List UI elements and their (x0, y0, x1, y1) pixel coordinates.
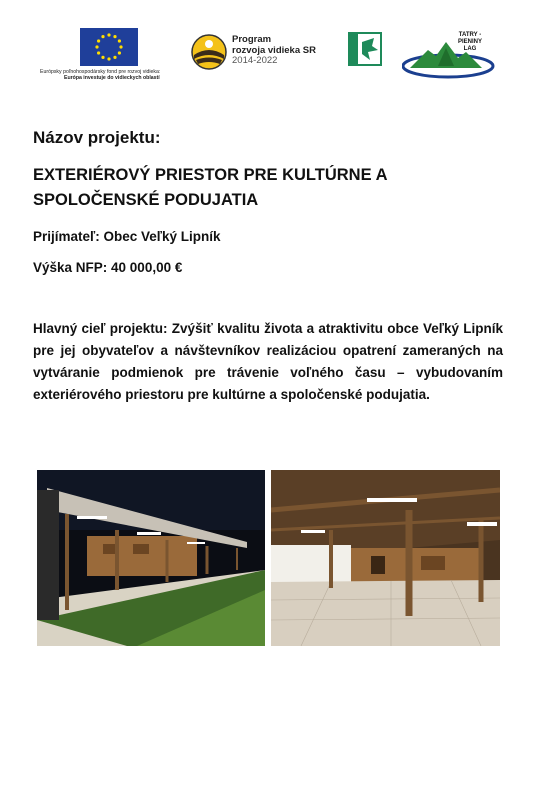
prv-text (232, 35, 316, 67)
eu-flag-icon (80, 28, 138, 66)
recipient: Prijímateľ: Obec Veľký Lipník (33, 229, 221, 244)
photo-exterior-night (37, 470, 265, 646)
project-title-line2: SPOLOČENSKÉ PODUJATIA (33, 191, 259, 209)
eu-caption-line2: Európa investuje do vidieckych oblastí (64, 75, 160, 82)
tatry-line2: PIENINY (458, 39, 483, 45)
nfp-amount: Výška NFP: 40 000,00 € (33, 260, 183, 275)
logo-bar (0, 28, 552, 88)
prv-years: 2014-2022 (232, 55, 278, 66)
project-title (33, 163, 503, 213)
prv-logo (190, 33, 340, 73)
prv-line2: rozvoja vidieka SR (232, 44, 316, 56)
tatry-line1: TATRY - (458, 32, 482, 38)
prv-emblem-icon (190, 33, 228, 71)
tatry-pieniny-logo (402, 32, 498, 80)
leader-text: LEADER (349, 69, 354, 86)
prv-line1: Program (232, 34, 272, 45)
tatry-mountains-icon (402, 36, 498, 80)
project-title-line1: EXTERIÉROVÝ PRIESTOR PRE KULTÚRNE A (33, 166, 388, 184)
tatry-line3: LAG (463, 46, 477, 52)
eu-logo (40, 28, 180, 82)
project-label: Názov projektu: (33, 128, 161, 147)
eu-caption (40, 69, 180, 82)
photo-interior (271, 470, 500, 646)
project-goal: Hlavný cieľ projektu: Zvýšiť kvalitu života a atraktivitu obce Veľký Lipník pre jej obyvateľov a návštevníkov realizáciou opatrení zameraných na vytváranie podmienok pre trávenie voľného času – vybudovaním exteriérového priestoru pre kultúrne a spoločenské podujatia. (33, 321, 503, 402)
leader-logo (348, 32, 382, 86)
eu-caption-line1: Európsky poľnohospodársky fond pre rozvoj vidieka: (40, 69, 161, 75)
tatry-text (458, 32, 482, 53)
